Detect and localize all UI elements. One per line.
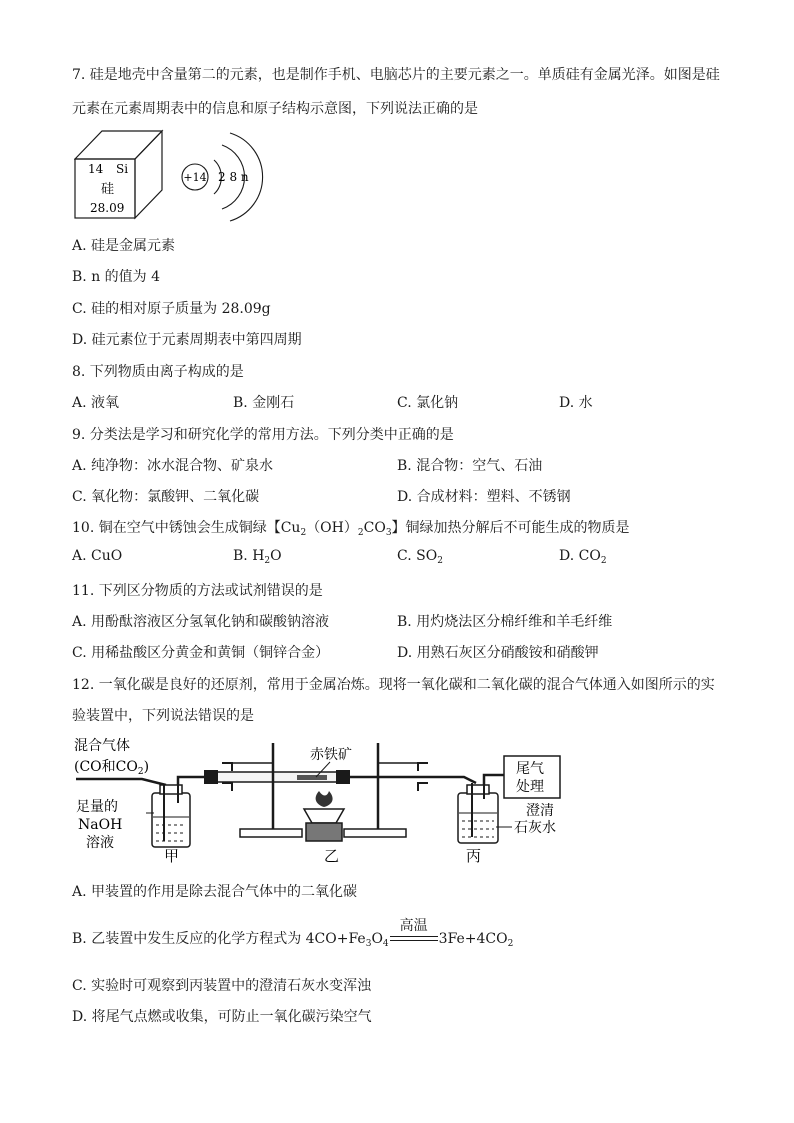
limewater-label-1: 澄清: [526, 803, 554, 819]
q9-option-b: B. 混合物：空气、石油: [397, 458, 543, 474]
q7-option-b: B. n 的值为 4: [72, 269, 161, 285]
q11-option-d: D. 用熟石灰区分硝酸铵和硝酸钾: [397, 645, 599, 661]
q10-option-d: D. $CO_2$: [559, 548, 607, 566]
q8-option-d: D. 水: [559, 395, 593, 411]
q11-option-a: A. 用酚酞溶液区分氢氧化钠和碳酸钠溶液: [72, 614, 330, 630]
naoh-label-3: 溶液: [86, 835, 114, 851]
bing-label: 丙: [466, 847, 482, 865]
q8-option-a: A. 液氧: [72, 395, 120, 411]
reaction-condition: 高温: [399, 918, 428, 934]
nucleus-charge: +14: [183, 171, 207, 184]
q8-option-c: C. 氯化钠: [397, 395, 459, 411]
q8-option-b: B. 金刚石: [233, 395, 295, 411]
q8-stem: 8. 下列物质由离子构成的是: [72, 364, 244, 380]
iron-stand-right: [344, 743, 428, 837]
q10-option-b: B. $H_2O$: [233, 548, 282, 566]
naoh-label-2: NaOH: [78, 817, 123, 833]
q11-stem: 11. 下列区分物质的方法或试剂错误的是: [72, 583, 323, 599]
q7-stem-line1: 7. 硅是地壳中含量第二的元素，也是制作手机、电脑芯片的主要元素之一。单质硅有金属光泽。如图是硅: [72, 67, 720, 83]
q9-option-d: D. 合成材料：塑料、不锈钢: [397, 489, 571, 505]
q9-option-c: C. 氧化物：氯酸钾、二氧化碳: [72, 489, 260, 505]
wash-bottle-jia: [152, 785, 190, 847]
atomic-structure-diagram: [180, 132, 270, 224]
element-name: 硅: [101, 182, 115, 197]
element-symbol: Si: [116, 162, 129, 176]
high-temperature-equals-sign: [390, 918, 438, 945]
q12-stem-line2: 验装置中，下列说法错误的是: [72, 708, 254, 724]
q12-option-a: A. 甲装置的作用是除去混合气体中的二氧化碳: [72, 884, 358, 900]
exhaust-label-2: 处理: [516, 779, 544, 795]
co-reduction-apparatus: [72, 733, 584, 865]
atomic-mass: 28.09: [90, 201, 125, 215]
q10-stem: 10. 铜在空气中锈蚀会生成铜绿【$Cu_2(OH)_2CO_3$】铜绿加热分解后不可能生成的物质是: [72, 520, 630, 538]
q7-stem-line2: 元素在元素周期表中的信息和原子结构示意图，下列说法正确的是: [72, 101, 478, 117]
q12-option-c: C. 实验时可观察到丙装置中的澄清石灰水变浑浊: [72, 978, 372, 994]
exhaust-label-1: 尾气: [516, 761, 544, 777]
q12-option-d: D. 将尾气点燃或收集，可防止一氧化碳污染空气: [72, 1009, 372, 1025]
naoh-label-1: 足量的: [76, 799, 118, 815]
q10-option-a: A. CuO: [72, 548, 123, 564]
q12-option-b: B. 乙装置中发生反应的化学方程式为 $4CO+Fe_3O_4$ 高温 $3Fe+4CO_2$: [72, 928, 513, 949]
q9-option-a: A. 纯净物：冰水混合物、矿泉水: [72, 458, 274, 474]
q7-option-a: A. 硅是金属元素: [72, 238, 176, 254]
hematite-label: 赤铁矿: [310, 747, 352, 763]
q9-stem: 9. 分类法是学习和研究化学的常用方法。下列分类中正确的是: [72, 427, 454, 443]
q7-option-d: D. 硅元素位于元素周期表中第四周期: [72, 332, 302, 348]
q12-stem-line1: 12. 一氧化碳是良好的还原剂，常用于金属冶炼。现将一氧化碳和二氧化碳的混合气体通入如图所示的实: [72, 677, 715, 693]
mixed-gas-label: 混合气体: [74, 738, 130, 754]
silicon-element-tile: [74, 129, 164, 221]
electron-shells: 2 8 n: [218, 170, 249, 184]
iron-stand-left: [222, 743, 302, 837]
atomic-number: 14: [88, 162, 104, 176]
q7-option-c: C. 硅的相对原子质量为 28.09g: [72, 301, 271, 317]
jia-label: 甲: [164, 847, 180, 865]
q10-option-c: C. $SO_2$: [397, 548, 443, 566]
wash-bottle-bing: [458, 783, 498, 843]
q11-option-c: C. 用稀盐酸区分黄金和黄铜（铜锌合金）: [72, 645, 330, 661]
limewater-label-2: 石灰水: [514, 820, 556, 836]
mixed-gas-formula: (CO和$CO_2$): [74, 759, 150, 777]
yi-label: 乙: [324, 847, 340, 865]
combustion-tube: [204, 770, 350, 784]
alcohol-lamp: [304, 791, 344, 841]
q11-option-b: B. 用灼烧法区分棉纤维和羊毛纤维: [397, 614, 613, 630]
